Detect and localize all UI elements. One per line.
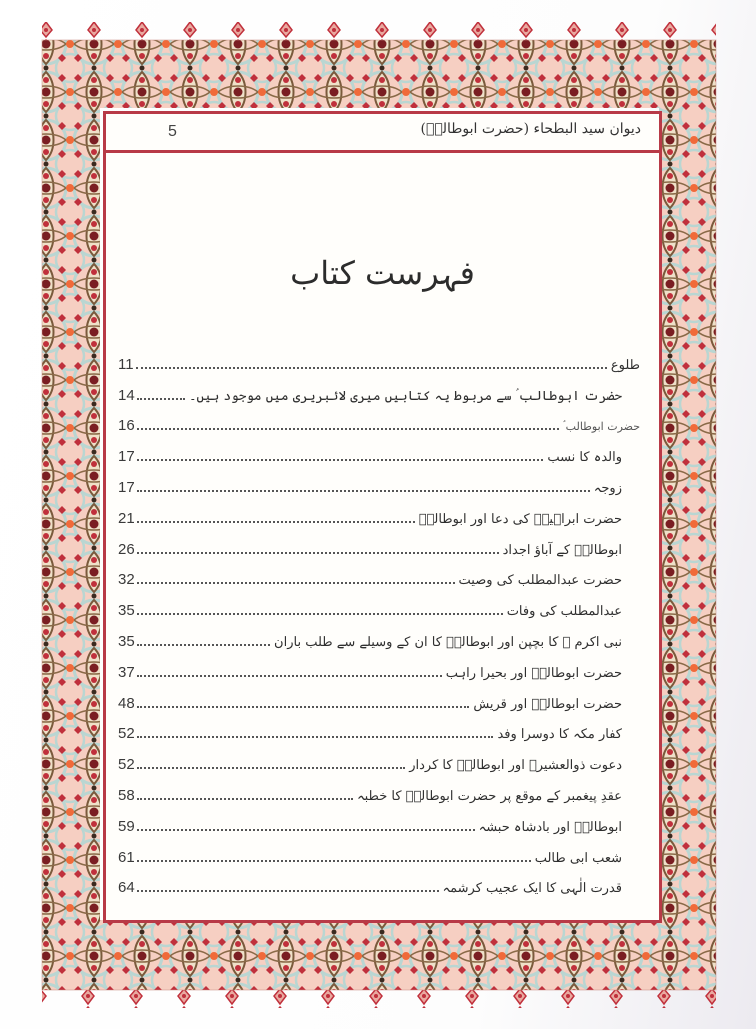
toc-entry[interactable] [118, 716, 640, 747]
dot-leader [137, 859, 531, 862]
toc-page-number: 48 [118, 694, 135, 712]
toc-label: حضرت عبدالمطلب کی وصیت [458, 573, 622, 589]
dot-leader [136, 366, 607, 369]
toc-page-number: 16 [118, 417, 135, 435]
dot-leader [137, 551, 499, 554]
dot-leader [137, 489, 590, 492]
toc-page-number: 58 [118, 786, 135, 804]
toc-page-number: 52 [118, 725, 135, 743]
toc-page-number: 26 [118, 540, 135, 558]
toc-page-number: 17 [118, 448, 135, 466]
toc-page-number: 61 [118, 848, 135, 866]
toc-label: عبدالمطلب کی وفات [506, 604, 622, 620]
dot-leader [137, 674, 442, 677]
toc-entry[interactable] [118, 654, 640, 685]
toc-entry[interactable] [118, 777, 640, 808]
toc-page-number: 37 [118, 663, 135, 681]
toc-entry[interactable] [118, 500, 640, 531]
toc-label: حضرت ابوطالب ؑ سے مربوط یہ کتابیں میری لائبریری میں موجود ہیں۔ [188, 388, 622, 404]
dot-leader [137, 643, 270, 646]
toc-page-number: 11 [118, 355, 134, 373]
toc-label: زوجہ [593, 480, 622, 496]
toc-page-number: 32 [118, 571, 135, 589]
toc-page-number: 59 [118, 817, 135, 835]
toc-entry[interactable] [118, 746, 640, 777]
toc-label: ابوطالبؑ کے آباؤ اجداد [502, 542, 622, 558]
toc-entry[interactable] [118, 531, 640, 562]
toc-label: عقدِ پیغمبر کے موقع پر حضرت ابوطالبؑ کا خطبہ [357, 788, 622, 804]
page-number: 5 [168, 123, 177, 140]
dot-leader [137, 397, 185, 400]
toc-label: حضرت ابوطالبؑ اور قریش [473, 696, 622, 712]
dot-leader [137, 705, 470, 708]
dot-leader [137, 427, 559, 430]
toc-entry[interactable] [118, 438, 640, 469]
dot-leader [137, 889, 439, 892]
toc-label: شعب ابی طالب [534, 850, 622, 866]
table-of-contents [118, 346, 640, 900]
toc-label: نبی اکرم ﷺ کا بچپن اور ابوطالبؑ کا ان کے وسیلے سے طلب باران [274, 634, 622, 650]
running-header [106, 114, 659, 153]
toc-page-number: 17 [118, 478, 135, 496]
toc-entry[interactable] [118, 870, 640, 901]
toc-entry[interactable] [118, 469, 640, 500]
toc-label: طلوع [610, 357, 640, 373]
toc-page-number: 35 [118, 602, 135, 620]
toc-page-number: 64 [118, 879, 135, 897]
toc-label: دعوت ذوالعشیرہ اور ابوطالبؑ کا کردار [409, 758, 622, 774]
toc-label: ابوطالبؑ اور بادشاہ حبشہ [478, 819, 622, 835]
toc-entry[interactable] [118, 377, 640, 408]
toc-entry[interactable] [118, 346, 640, 377]
toc-label: کفار مکہ کا دوسرا وفد [497, 727, 622, 743]
page-frame [103, 111, 662, 923]
dot-leader [137, 766, 406, 769]
toc-label: حضرت ابراہیمؑ کی دعا اور ابوطالبؑ [418, 511, 622, 527]
toc-label: قدرت الٰہی کا ایک عجیب کرشمہ [442, 881, 622, 897]
toc-label: والدہ کا نسب [547, 450, 622, 466]
toc-entry[interactable] [118, 623, 640, 654]
toc-entry[interactable] [118, 408, 640, 439]
running-title: دیوان سید البطحاء (حضرت ابوطالبؑ) [420, 121, 641, 137]
toc-page-number: 14 [118, 386, 135, 404]
toc-label: حضرت ابوطالب ؑ [562, 420, 640, 434]
toc-entry[interactable] [118, 592, 640, 623]
dot-leader [137, 612, 503, 615]
toc-entry[interactable] [118, 685, 640, 716]
toc-page-number: 52 [118, 756, 135, 774]
toc-entry[interactable] [118, 562, 640, 593]
dot-leader [137, 458, 544, 461]
toc-page-number: 21 [118, 509, 135, 527]
dot-leader [137, 797, 353, 800]
toc-page-number: 35 [118, 632, 135, 650]
dot-leader [137, 828, 475, 831]
toc-entry[interactable] [118, 808, 640, 839]
dot-leader [137, 581, 455, 584]
dot-leader [137, 520, 415, 523]
toc-label: حضرت ابوطالبؑ اور بحیرا راہب [445, 665, 622, 681]
toc-title: فہرست کتاب [290, 254, 475, 292]
toc-entry[interactable] [118, 839, 640, 870]
dot-leader [137, 735, 494, 738]
